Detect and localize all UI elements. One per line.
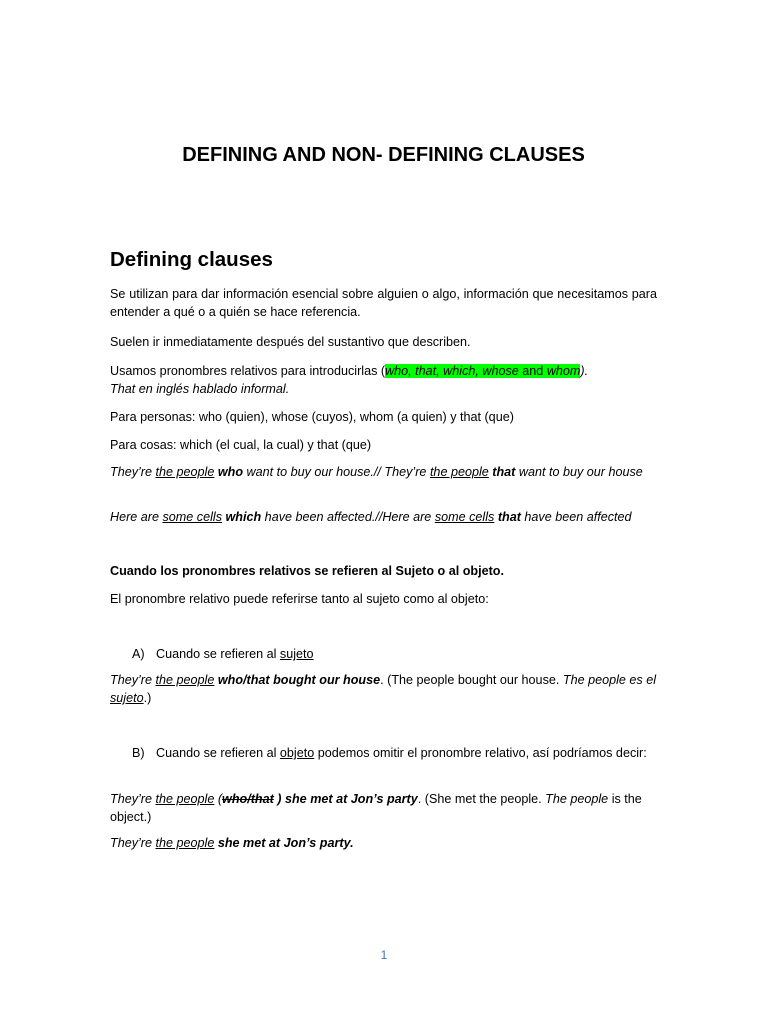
- antecedent: the people: [155, 673, 215, 687]
- pronouns-close: ).: [580, 364, 589, 378]
- example-note: The people es el: [562, 673, 656, 687]
- paragraph-definition: Se utilizan para dar información esencial sobre alguien o algo, información que necesitamos para entender a qué o a quién se hace referencia.: [110, 287, 657, 319]
- example-text: They’re: [110, 792, 156, 806]
- relative-clause: she met at Jon’s party.: [217, 836, 354, 850]
- antecedent: the people: [155, 836, 215, 850]
- relative-clause: who/that bought our house: [217, 673, 381, 687]
- highlight-and: and: [518, 364, 547, 378]
- example-text: They’re: [110, 465, 156, 479]
- relative-pronoun: that: [497, 510, 521, 524]
- list-marker: A): [132, 647, 145, 661]
- underlined-term: sujeto: [110, 691, 144, 705]
- relative-pronoun: who: [217, 465, 244, 479]
- example-object: [110, 790, 657, 826]
- example-text: They’re: [110, 836, 156, 850]
- example-note: The people: [545, 792, 609, 806]
- subheading: Cuando los pronombres relativos se refieren al Sujeto o al objeto.: [110, 564, 504, 578]
- strikethrough-pronoun: who/that: [222, 792, 274, 806]
- list-marker: B): [132, 746, 145, 760]
- highlight-whom: whom: [546, 364, 581, 378]
- example-text: have been affected.//Here are: [261, 510, 435, 524]
- example-text: . (She met the people.: [417, 792, 546, 806]
- example-text: .): [143, 691, 152, 705]
- list-text: Cuando se refieren al: [156, 746, 280, 760]
- example-text: have been affected: [520, 510, 632, 524]
- section-heading: Defining clauses: [110, 248, 273, 271]
- example-cells: [110, 508, 657, 526]
- example-subject: [110, 671, 657, 707]
- paragraph-subject-object: El pronombre relativo puede referirse tanto al sujeto como al objeto:: [110, 592, 489, 606]
- antecedent: the people: [155, 792, 215, 806]
- relative-pronoun: that: [492, 465, 516, 479]
- paragraph-people: Para personas: who (quien), whose (cuyos), whom (a quien) y that (que): [110, 410, 514, 424]
- highlight-pronouns: who, that, which, whose: [385, 364, 519, 378]
- underlined-term: sujeto: [279, 647, 314, 661]
- document-title: DEFINING AND NON- DEFINING CLAUSES: [182, 144, 585, 166]
- example-text: They’re: [110, 673, 156, 687]
- example-text: . (The people bought our house.: [380, 673, 563, 687]
- relative-pronoun: which: [225, 510, 262, 524]
- list-item-text: [156, 744, 657, 762]
- example-omitted: [110, 834, 657, 852]
- example-text: want to buy our house: [515, 465, 643, 479]
- list-text: Cuando se refieren al: [156, 647, 280, 661]
- underlined-term: objeto: [279, 746, 315, 760]
- informal-note: That en inglés hablado informal.: [110, 382, 290, 396]
- antecedent: some cells: [162, 510, 222, 524]
- paragraph-things: Para cosas: which (el cual, la cual) y that (que): [110, 438, 372, 452]
- list-item-a: [132, 645, 657, 663]
- example-text: want to buy our house.// They’re: [243, 465, 430, 479]
- antecedent: some cells: [434, 510, 495, 524]
- spacer: (: [214, 792, 223, 806]
- list-item-text: [156, 645, 657, 663]
- example-text: Here are: [110, 510, 163, 524]
- paragraph-position: Suelen ir inmediatamente después del sustantivo que describen.: [110, 335, 471, 349]
- example-people: [110, 463, 657, 481]
- antecedent: the people: [155, 465, 215, 479]
- relative-clause: ) she met at Jon’s party: [273, 792, 418, 806]
- paragraph-relative-pronouns: [110, 362, 657, 398]
- list-text: podemos omitir el pronombre relativo, así podríamos decir:: [314, 746, 647, 760]
- pronouns-intro-text: Usamos pronombres relativos para introducirlas (: [110, 364, 386, 378]
- list-item-b: [132, 744, 657, 762]
- antecedent: the people: [429, 465, 489, 479]
- example-text: is the object.): [110, 792, 642, 824]
- page-number: 1: [380, 948, 388, 962]
